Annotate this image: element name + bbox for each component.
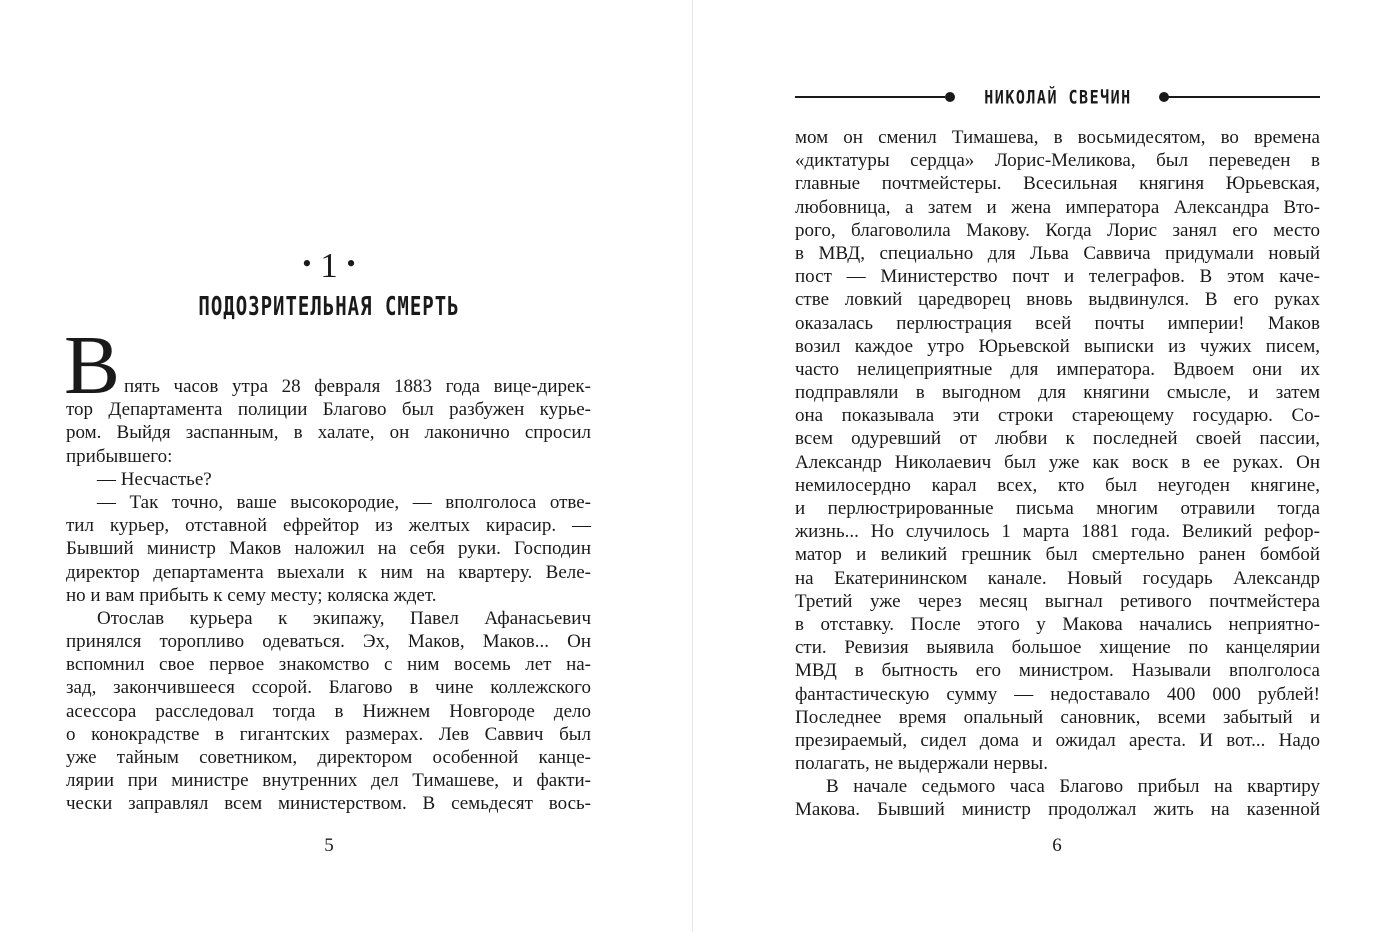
text-line: она показывала эти строки стареющему государю. Со- xyxy=(795,405,1320,427)
text-line: «диктатуры сердца» Лорис-Меликова, был переведен в xyxy=(795,150,1320,172)
text-line: Александр Николаевич был уже как воск в ее руках. Он xyxy=(795,451,1320,473)
text-line: тил курьер, отставной ефрейтор из желтых кирасир. — xyxy=(66,515,591,537)
text-line: полагать, не выдержали нервы. xyxy=(795,753,1048,775)
text-line: ром. Выйдя заспанным, в халате, он лаконично спросил xyxy=(66,422,591,444)
text-line: жизнь... Но случилось 1 марта 1881 года. Великий рефор- xyxy=(795,521,1320,543)
text-line: принялся торопливо одеваться. Эх, Маков, Маков... Он xyxy=(66,631,591,653)
left-body-text xyxy=(66,398,591,815)
bullet-icon: • xyxy=(302,249,312,278)
text-line: уже тайным советником, директором особенной канце- xyxy=(66,747,591,768)
text-line: и перлюстрированные письма многим отравили тогда xyxy=(795,498,1320,519)
rule-line xyxy=(795,96,945,98)
text-line: — Несчастье? xyxy=(97,468,212,490)
text-line: Последнее время опальный сановник, всеми забытый и xyxy=(795,706,1320,728)
text-line: немилосердно карал всех, кто был неугоден княгине, xyxy=(795,474,1320,496)
bullet-icon: • xyxy=(346,249,356,278)
rule-line xyxy=(1167,96,1320,98)
text-line: лярии при министре внутренних дел Тимашеве, и факти- xyxy=(66,770,591,792)
text-line: часто нелицеприятные для императора. Вдвоем они их xyxy=(795,358,1320,380)
right-body-text xyxy=(795,126,1320,822)
text-line: пять часов утра 28 февраля 1883 года вице-дирек- xyxy=(124,376,591,397)
text-line: всем одуревший от любви к последней своей пассии, xyxy=(795,428,1320,450)
text-line: рого, благоволила Макову. Когда Лорис занял его место xyxy=(795,219,1320,241)
text-line: Макова. Бывший министр продолжал жить на казенной xyxy=(795,799,1320,821)
text-line: матор и великий грешник был смертельно ранен бомбой xyxy=(795,544,1320,566)
text-line: любовница, а затем и жена императора Александра Вто- xyxy=(795,196,1320,218)
page-gutter xyxy=(692,0,693,932)
text-line: но и вам прибыть к сему месту; коляска ждет. xyxy=(66,584,437,606)
page-number: 6 xyxy=(1052,835,1062,856)
running-head xyxy=(795,86,1320,108)
text-line: зад, закончившееся ссорой. Благово в чине коллежского xyxy=(66,677,591,699)
text-line: В начале седьмого часа Благово прибыл на квартиру xyxy=(826,776,1320,798)
author-name: НИКОЛАЙ СВЕЧИН xyxy=(984,86,1132,109)
text-line: возил каждое утро Юрьевской выписки из чужих писем, xyxy=(795,335,1320,357)
text-line: — Так точно, ваше высокородие, — вполголоса отве- xyxy=(97,491,591,513)
chapter-number xyxy=(66,244,592,286)
text-line: директор департамента выехали к ним на квартеру. Веле- xyxy=(66,561,591,583)
text-line: чески заправлял всем министерством. В семьдесят вось- xyxy=(66,793,591,815)
text-line: о конокрадстве в гигантских размерах. Лев Саввич был xyxy=(66,723,591,745)
text-line: сти. Ревизия выявила большое хищение по канцелярии xyxy=(795,637,1320,659)
drop-cap: В xyxy=(64,319,121,412)
bullet-icon xyxy=(945,92,955,102)
text-line: оказалась перлюстрация всей почты империи! Маков xyxy=(795,312,1320,334)
text-line: презираемый, сидел дома и ожидал ареста. И вот... Надо xyxy=(795,729,1320,751)
left-page xyxy=(0,0,692,932)
text-line: Третий уже через месяц выгнал ретивого почтмейстера xyxy=(795,590,1320,612)
text-line: в отставку. После этого у Макова начались неприятно- xyxy=(795,613,1320,635)
text-line: мом он сменил Тимашева, в восьмидесятом, во времена xyxy=(795,127,1320,148)
text-line: прибывшего: xyxy=(66,445,173,467)
text-line: главные почтмейстеры. Всесильная княгиня Юрьевская, xyxy=(795,173,1320,195)
text-line: стве ловкий царедворец вновь выдвинулся. В его руках xyxy=(795,289,1320,311)
text-line: асессора расследовал тогда в Нижнем Новгороде дело xyxy=(66,700,591,722)
text-line: фантастическую сумму — недоставало 400 000 рублей! xyxy=(795,683,1320,705)
chapter-number-value: 1 xyxy=(320,246,338,285)
text-line: МВД в бытность его министром. Называли вполголоса xyxy=(795,660,1320,682)
left-first-lines xyxy=(124,375,591,398)
text-line: в МВД, специально для Льва Саввича придумали новый xyxy=(795,242,1320,264)
text-line: вспомнил свое первое знакомство с ним восемь лет на- xyxy=(66,654,591,676)
chapter-title: ПОДОЗРИТЕЛЬНАЯ СМЕРТЬ xyxy=(198,292,460,322)
text-line: подправляли в выгодном для княгини смысле, и затем xyxy=(795,382,1320,404)
text-line: на Екатерининском канале. Новый государь Александр xyxy=(795,567,1320,589)
text-line: Отослав курьера к экипажу, Павел Афанасьевич xyxy=(97,607,591,629)
text-line: Бывший министр Маков наложил на себя руки. Господин xyxy=(66,538,591,560)
page-number: 5 xyxy=(324,835,334,856)
text-line: тор Департамента полиции Благово был разбужен курье- xyxy=(66,399,591,421)
text-line: пост — Министерство почт и телеграфов. В этом каче- xyxy=(795,266,1320,288)
